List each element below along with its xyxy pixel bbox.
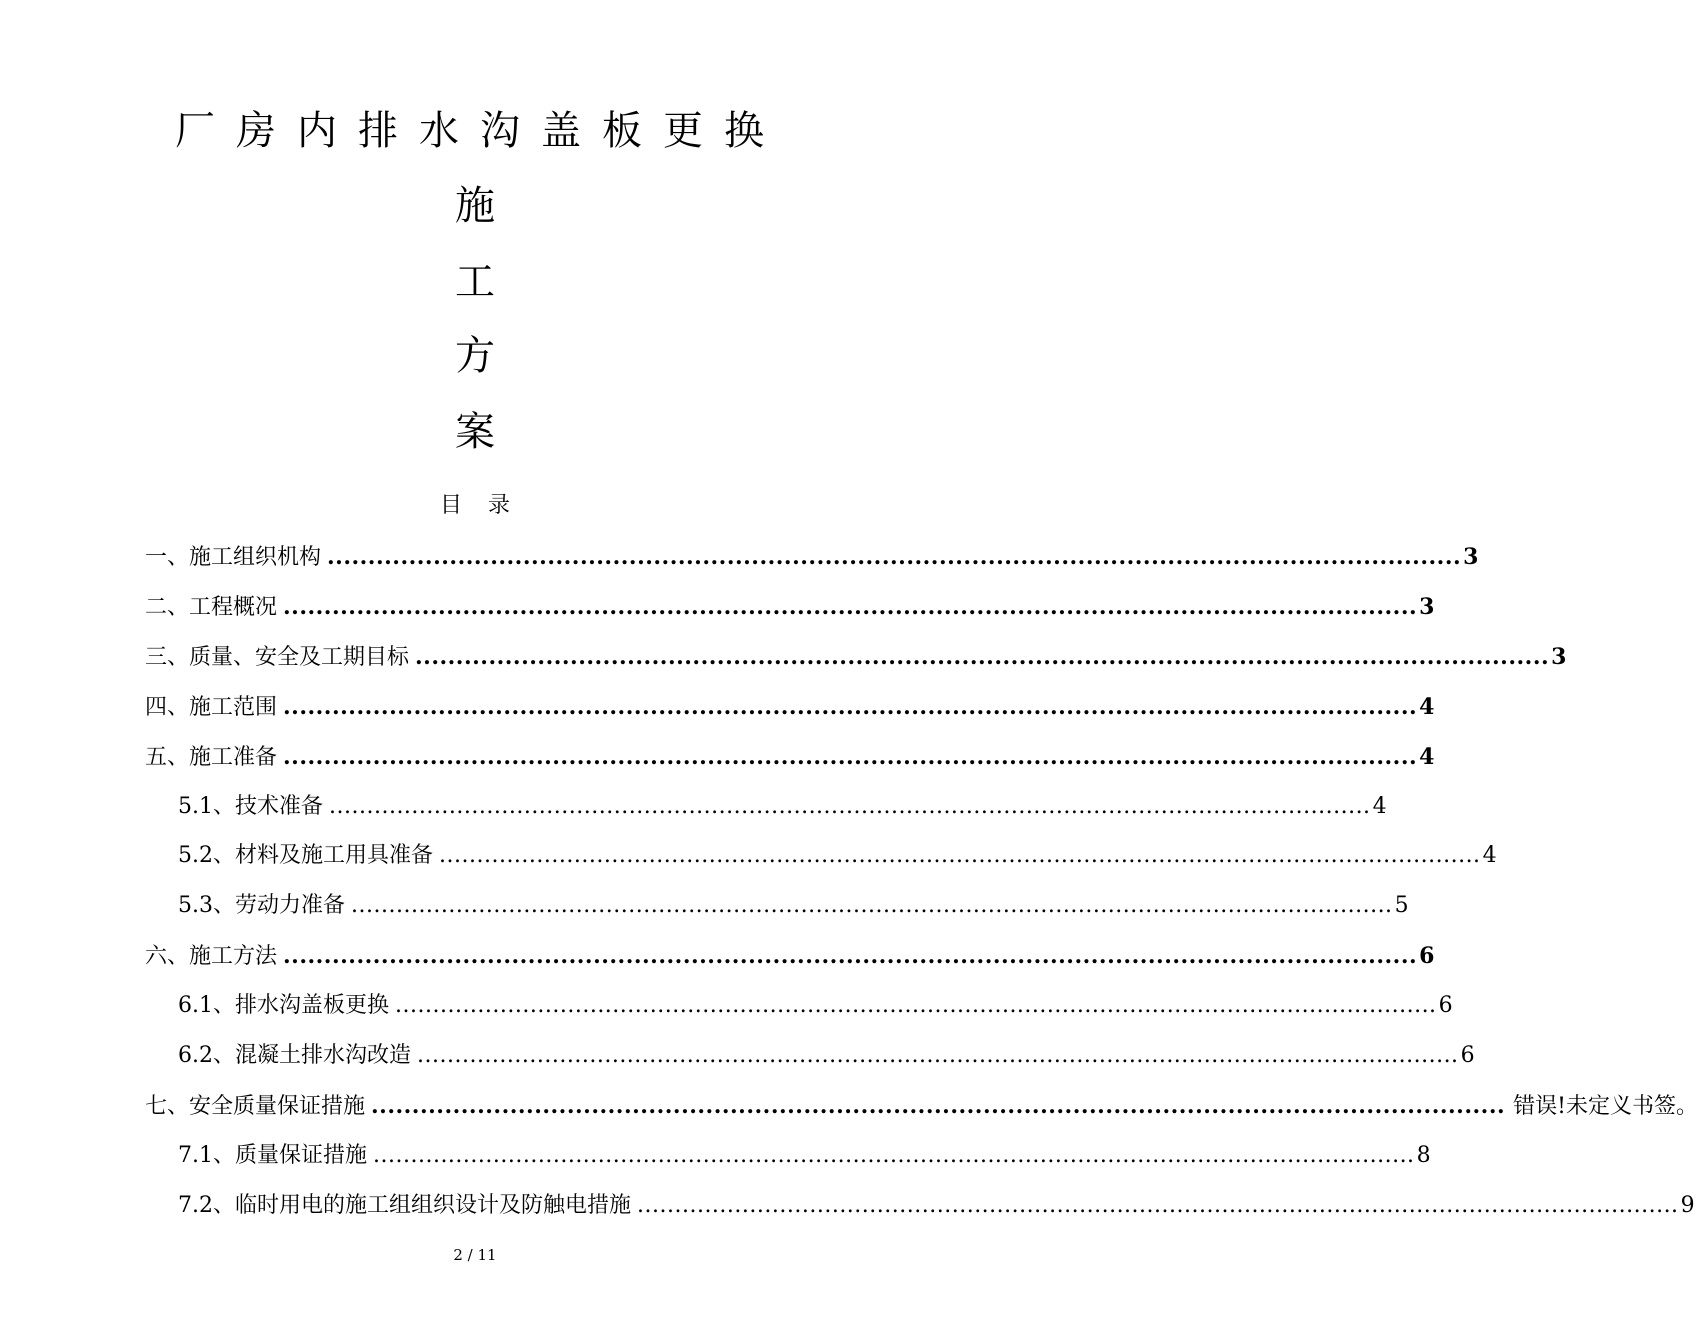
toc-dot-leader: ........................................................................................................................................... xyxy=(395,993,1437,1018)
toc-entry-label: 6.1、排水沟盖板更换 xyxy=(178,993,389,1018)
toc-dot-leader: ........................................................................................................................................... xyxy=(283,744,1418,770)
toc-dot-leader: ........................................................................................................................................... xyxy=(327,544,1462,570)
toc-entry[interactable] xyxy=(145,540,1479,574)
document-title: 厂房内排水沟盖板更换 xyxy=(175,108,785,154)
toc-entry-page: 4 xyxy=(1372,794,1387,819)
toc-dot-leader: ........................................................................................................................................... xyxy=(371,1093,1506,1119)
toc-dot-leader: ........................................................................................................................................... xyxy=(417,1043,1459,1068)
toc-entry[interactable] xyxy=(178,1039,1475,1073)
toc-dot-leader: ........................................................................................................................................... xyxy=(351,893,1393,918)
toc-entry-page: 4 xyxy=(1419,744,1435,770)
toc-entry-label: 5.1、技术准备 xyxy=(178,794,323,819)
toc-entry-label: 6.2、混凝土排水沟改造 xyxy=(178,1043,411,1068)
toc-entry-label: 5.2、材料及施工用具准备 xyxy=(178,843,433,868)
toc-heading: 目录 xyxy=(439,493,536,518)
toc-entry-label: 5.3、劳动力准备 xyxy=(178,893,345,918)
toc-entry[interactable] xyxy=(178,989,1453,1023)
toc-entry-label: 二、工程概况 xyxy=(145,595,278,620)
toc-entry-page: 3 xyxy=(1463,544,1479,570)
toc-entry[interactable] xyxy=(178,839,1497,873)
toc-entry-page: 5 xyxy=(1394,893,1409,918)
toc-entry-page: 4 xyxy=(1419,694,1435,720)
toc-dot-leader: ........................................................................................................................................... xyxy=(637,1193,1679,1218)
toc-entry[interactable] xyxy=(145,1089,1698,1123)
toc-entry-page: 错误!未定义书签。 xyxy=(1513,1094,1698,1119)
toc-dot-leader: ........................................................................................................................................... xyxy=(329,794,1371,819)
toc-entry[interactable] xyxy=(178,1189,1695,1223)
toc-dot-leader: ........................................................................................................................................... xyxy=(283,694,1418,720)
toc-entry-page: 4 xyxy=(1482,843,1497,868)
toc-entry-label: 五、施工准备 xyxy=(145,745,278,770)
toc-entry-label: 7.1、质量保证措施 xyxy=(178,1143,367,1168)
toc-entry[interactable] xyxy=(145,590,1435,624)
toc-entry[interactable] xyxy=(145,939,1435,973)
toc-entry-page: 6 xyxy=(1438,993,1453,1018)
toc-dot-leader: ........................................................................................................................................... xyxy=(283,943,1418,969)
title-char-2: 工 xyxy=(455,259,495,305)
toc-entry[interactable] xyxy=(178,790,1387,824)
toc-entry-label: 7.2、临时用电的施工组组织设计及防触电措施 xyxy=(178,1193,631,1218)
toc-entry-page: 3 xyxy=(1551,644,1567,670)
toc-entry-page: 6 xyxy=(1460,1043,1475,1068)
toc-entry-page: 9 xyxy=(1680,1193,1695,1218)
title-char-4: 案 xyxy=(455,409,495,455)
toc-entry-label: 六、施工方法 xyxy=(145,944,278,969)
toc-entry[interactable] xyxy=(178,1139,1431,1173)
toc-entry[interactable] xyxy=(145,740,1435,774)
toc-entry[interactable] xyxy=(145,640,1567,674)
toc-entry-page: 8 xyxy=(1416,1143,1431,1168)
toc-entry-label: 四、施工范围 xyxy=(145,695,278,720)
toc-entry-label: 一、施工组织机构 xyxy=(145,545,322,570)
toc-entry-label: 七、安全质量保证措施 xyxy=(145,1094,366,1119)
toc-entry-page: 3 xyxy=(1419,594,1435,620)
page-number: 2 / 11 xyxy=(453,1246,497,1264)
toc-dot-leader: ........................................................................................................................................... xyxy=(283,594,1418,620)
toc-entry[interactable] xyxy=(178,889,1409,923)
title-char-1: 施 xyxy=(455,183,495,229)
toc-dot-leader: ........................................................................................................................................... xyxy=(373,1143,1415,1168)
toc-dot-leader: ........................................................................................................................................... xyxy=(415,644,1550,670)
title-char-3: 方 xyxy=(455,333,495,379)
toc-dot-leader: ........................................................................................................................................... xyxy=(439,843,1481,868)
toc-entry-page: 6 xyxy=(1419,943,1435,969)
toc-entry[interactable] xyxy=(145,690,1435,724)
toc-entry-label: 三、质量、安全及工期目标 xyxy=(145,645,410,670)
